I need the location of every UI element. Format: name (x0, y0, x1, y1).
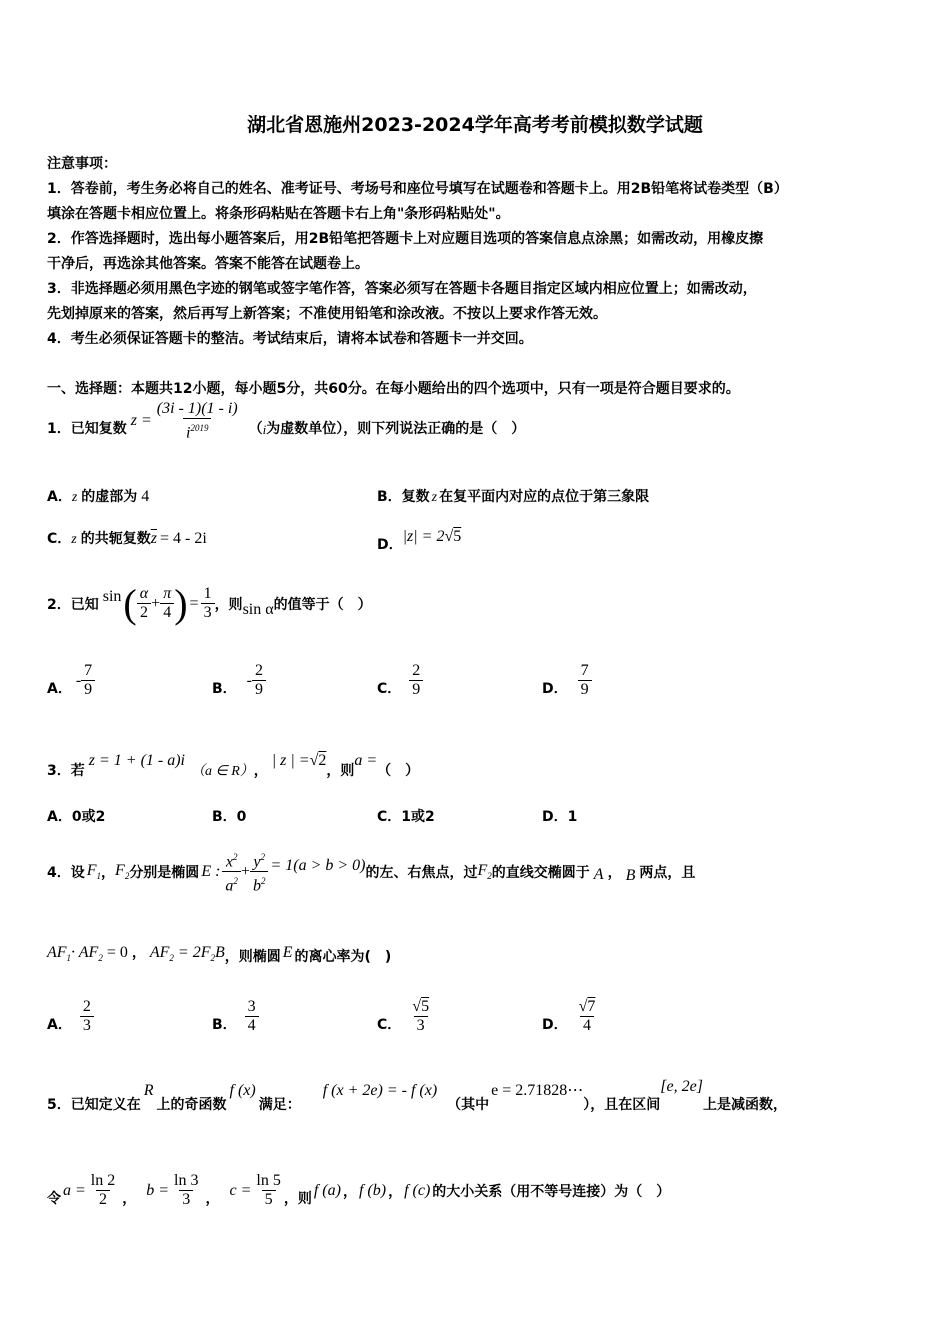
q5-satisfy: 满足： (258, 1097, 301, 1113)
q4-cond1-eq: = 0 (106, 944, 128, 961)
notice-heading: 注意事项： (47, 156, 117, 172)
q5-a-num: ln 2 (90, 1172, 116, 1189)
q1-b-label: B．复数 (377, 489, 430, 505)
q4-option-a[interactable] (47, 998, 94, 1035)
q5-e-val: e = 2.71828⋯ (491, 1082, 584, 1099)
q4-c-den: 3 (414, 1016, 428, 1035)
q1-z-eq: z = (130, 412, 152, 430)
q4-f1-sub: 1 (96, 871, 102, 882)
q3-option-c[interactable]: C．1或2 (377, 809, 435, 825)
q1-a-text: 的虚部为 (81, 489, 138, 505)
q2-frac-third (201, 585, 215, 622)
q4-cond2-b: B (214, 944, 225, 961)
notice-line-2b: 干净后，再选涂其他答案。答案不能答在试题卷上。 (47, 256, 369, 272)
q4-x2: $x^2$ (225, 852, 238, 871)
q2-option-a[interactable] (47, 662, 95, 699)
q5-a: a = (63, 1181, 86, 1199)
q5-b-frac (171, 1172, 201, 1209)
q2-four: 4 (160, 603, 174, 622)
q3-cond: （a ∈ R） (191, 764, 254, 779)
q4-f2b (478, 862, 492, 881)
q2-option-d[interactable] (542, 662, 592, 699)
question-2 (47, 580, 372, 627)
q5-comma-4: ， (388, 1183, 403, 1200)
q5-fa: f (a) (313, 1181, 341, 1199)
page-title: 湖北省恩施州2023-2024学年高考考前模拟数学试题 (247, 114, 703, 136)
q2-suffix: 的值等于（ ） (273, 596, 372, 613)
question-3 (47, 750, 420, 779)
q4-option-c[interactable] (377, 998, 432, 1035)
q2-option-c[interactable] (377, 662, 423, 699)
q5-a-frac (88, 1172, 118, 1209)
q2-prefix: 2．已知 (47, 596, 99, 613)
q3-option-a[interactable]: A．0或2 (47, 809, 106, 825)
question-1 (47, 400, 525, 442)
q2-sina: sin α (242, 600, 274, 618)
q1-den (183, 418, 211, 442)
q1-fraction (154, 400, 241, 442)
q4-f1-letter: F (86, 862, 97, 880)
q4-b-den: 4 (245, 1016, 259, 1035)
q5-b-num: ln 3 (174, 1172, 199, 1189)
q4-d-label: D． (542, 1016, 568, 1033)
q4-sep2: ， (607, 864, 622, 881)
q5-c: c = (229, 1181, 252, 1199)
q2-frac-pi (160, 585, 174, 622)
q2-then: ，则 (214, 596, 243, 613)
notice-line-1: 1．答卷前，考生务必将自己的姓名、准考证号、考场号和座位号填写在试题卷和答题卡上。用2B铅笔将试卷类型（B） (47, 181, 788, 197)
q1-d-expr: |z| = 2 (402, 528, 445, 545)
q1-note-pre: （ (248, 421, 263, 438)
q4-d-num: √7 (578, 998, 596, 1015)
q4-frac-x (222, 848, 241, 896)
q4-frac-y (250, 848, 269, 896)
q5-let: 令 (47, 1190, 61, 1207)
q1-c-expr: $\overline{z}$ (150, 530, 157, 547)
q2-a-num: 7 (84, 662, 93, 679)
q3-sqrt-sign: √ (309, 752, 319, 769)
notice-line-4: 4．考生必须保证答题卡的整洁。考试结束后，请将本试卷和答题卡一并交回。 (47, 331, 533, 347)
q4-a-num: 2 (82, 998, 91, 1015)
q1-c-label: C． (47, 531, 72, 547)
q4-sep: ， (101, 864, 116, 881)
q2-eq: = (189, 594, 199, 612)
q4-d-sqrt: 7 (587, 998, 596, 1015)
q2-pi: π (163, 585, 172, 602)
q5-eq: f (x + 2e) = - f (x) (322, 1082, 438, 1099)
q1-b-text: 在复平面内对应的点位于第三象限 (439, 489, 650, 505)
q4-cond-sep: ， (131, 945, 146, 961)
q5-tail: 上是减函数， (702, 1097, 787, 1113)
q2-a-sign: - (75, 671, 82, 689)
q1-num: (3i - 1)(1 - i) (156, 400, 238, 417)
q4-then: ，则椭圆 (224, 949, 281, 965)
q4-f2b-letter: F (477, 862, 488, 880)
q2-lparen: ( (123, 581, 137, 626)
q4-f1 (87, 862, 101, 881)
q4-rest: = 1(a > b > 0) (270, 856, 366, 874)
q4-point-b: B (625, 866, 636, 884)
q5-comma-3: ， (342, 1183, 357, 1200)
notice-line-3: 3．非选择题必须用黑色字迹的钢笔或签字笔作答，答案必须写在答题卡各题目指定区域内相应位置上；如需改动， (47, 281, 757, 297)
section-heading: 一、选择题：本题共12小题，每小题5分，共60分。在每小题给出的四个选项中，只有一项是符合题目要求的。 (47, 381, 740, 397)
q3-then: ，则 (326, 763, 355, 779)
q4-f2b-sub: 2 (487, 871, 492, 882)
q4-x2-letter: x (225, 853, 233, 871)
q1-option-a[interactable] (47, 486, 149, 506)
q3-expr: z = 1 + (1 - a)i (88, 752, 185, 769)
q2-two: 2 (137, 603, 151, 622)
q4-a-label: A． (47, 1016, 72, 1033)
q2-d-num: 7 (580, 662, 589, 679)
q1-c-val: = 4 - 2i (159, 530, 207, 547)
q4-after: 的左、右焦点，过 (365, 864, 478, 881)
q2-one: 1 (203, 585, 212, 602)
q1-note-i: i (262, 422, 267, 438)
q2-sin: sin (102, 587, 122, 605)
q4-a2: $a^2$ (222, 871, 241, 895)
question-5 (47, 1078, 787, 1113)
q5-comma-1: ， (122, 1190, 137, 1207)
q1-c-z: z (71, 532, 77, 547)
q4-c-label: C． (377, 1016, 402, 1033)
q4-b2-letter: b (252, 877, 261, 895)
q5-then: ，则 (283, 1190, 312, 1207)
q4-e: E : (201, 862, 221, 880)
q1-note-post: 为虚数单位），则下列说法正确的是（ ） (266, 421, 526, 438)
q4-prefix: 4．设 (47, 864, 85, 881)
q5-comma-2: ， (205, 1190, 220, 1207)
q5-interval: [e, 2e] (660, 1078, 703, 1095)
q4-e-letter: E (282, 944, 293, 961)
q4-cond1-af: AF (47, 944, 67, 961)
q5-paren-end: ），且在区间 (583, 1097, 661, 1113)
q4-mid: 分别是椭圆 (129, 864, 200, 881)
q4-f2-letter: F (115, 862, 125, 880)
q1-d-sqrt-sign: √ (444, 528, 454, 545)
q2-alpha: α (139, 585, 149, 602)
q4-c-num: √5 (412, 998, 430, 1015)
q4-plus: + (240, 862, 250, 880)
q4-f2-sub: 2 (124, 871, 130, 882)
q4-cond2: $AF_2 = 2F_2B$ (149, 944, 225, 964)
q1-option-c[interactable] (47, 528, 207, 548)
q1-a-val: 4 (141, 488, 150, 505)
q5-b: b = (146, 1181, 170, 1199)
q2-frac-alpha (137, 585, 151, 622)
q4-f2 (115, 862, 129, 881)
q4-b-frac (245, 998, 259, 1035)
q4-condition (47, 942, 391, 963)
q3-option-b[interactable]: B．0 (212, 809, 247, 825)
q2-b-num: 2 (255, 662, 263, 679)
q5-c-num: ln 5 (256, 1172, 281, 1189)
q1-den-base: i (185, 424, 191, 442)
q2-b-sign: - (246, 671, 252, 689)
q2-d-frac (578, 662, 592, 699)
q3-comma: ， (253, 763, 268, 779)
q4-cond2-af: AF (149, 944, 170, 961)
q2-a-frac (81, 662, 95, 699)
q4-option-d[interactable] (542, 998, 598, 1035)
q3-abs: | z | = (271, 752, 310, 769)
q2-c-label: C． (377, 680, 402, 697)
q4-cond1: $AF_1\cdot AF_2 = 0$ (47, 944, 128, 964)
q2-a-label: A． (47, 680, 72, 697)
notice-line-2: 2．作答选择题时，选出每小题答案后，用2B铅笔把答题卡上对应题目选项的答案信息点涂黑；如需改动，用橡皮擦 (47, 231, 764, 247)
q1-d-label: D． (377, 537, 403, 553)
q3-sqrt-val: 2 (318, 752, 327, 769)
q5-paren: （其中 (447, 1097, 490, 1113)
q4-d-frac (576, 998, 599, 1035)
q1-d-sqrt-val: 5 (453, 528, 462, 545)
q1-a-z: z (71, 490, 78, 505)
q5-prefix: 5．已知定义在 (47, 1097, 141, 1113)
q4-b-label: B． (212, 1016, 237, 1033)
q4-b-num: 3 (247, 998, 256, 1015)
q5-suffix: 的大小关系（用不等号连接）为（ ） (432, 1183, 671, 1200)
q4-cond2-eq: = 2F (177, 944, 211, 961)
q2-option-b[interactable] (212, 662, 266, 699)
q4-option-b[interactable] (212, 998, 259, 1035)
q1-prefix: 1．已知复数 (47, 421, 127, 438)
q4-y2-letter: y (253, 853, 261, 871)
q4-tail: 两点，且 (639, 864, 696, 881)
q5-fb: f (b) (358, 1181, 387, 1199)
q2-b-den: 9 (252, 680, 266, 699)
q2-a-den: 9 (81, 680, 95, 699)
q4-c-sqrt: 5 (421, 998, 430, 1015)
q1-option-b[interactable] (377, 486, 649, 506)
q2-plus: + (151, 594, 161, 612)
q1-b-z: z (431, 490, 438, 505)
q2-d-label: D． (542, 680, 568, 697)
q3-option-d[interactable]: D．1 (542, 809, 578, 825)
q5-line2 (47, 1172, 670, 1209)
q2-b-frac (252, 662, 266, 699)
q2-d-den: 9 (578, 680, 592, 699)
q5-a-den: 2 (96, 1190, 110, 1209)
q5-fc: f (c) (404, 1181, 431, 1199)
q1-option-d[interactable] (377, 526, 462, 553)
q4-after2: 的直线交椭圆于 (491, 864, 590, 881)
q2-rparen: ) (174, 581, 188, 626)
q1-c-text: 的共轭复数 (80, 531, 151, 547)
q4-a-den: 3 (80, 1016, 94, 1035)
q3-a-eq: a = (354, 752, 378, 769)
q4-d-den: 4 (580, 1016, 594, 1035)
q5-c-frac (253, 1172, 283, 1209)
q4-b2: $b^2$ (250, 871, 269, 895)
question-4 (47, 848, 695, 896)
q4-a-frac (80, 998, 94, 1035)
q3-suffix: （ ） (377, 763, 420, 779)
q1-den-exp: 2019 (190, 423, 209, 433)
q2-three: 3 (201, 603, 215, 622)
q3-prefix: 3．若 (47, 763, 85, 779)
q4-cond1-dot: · AF (71, 944, 99, 961)
q5-mid: 上的奇函数 (156, 1097, 227, 1113)
q4-point-a: A (593, 865, 604, 883)
q5-r: R (143, 1082, 154, 1099)
notice-line-3b: 先划掉原来的答案，然后再写上新答案；不准使用铅笔和涂改液。不按以上要求作答无效。 (47, 306, 607, 322)
notice-line-1b: 填涂在答题卡相应位置上。将条形码粘贴在答题卡右上角"条形码粘贴处"。 (47, 206, 510, 222)
q5-c-den: 5 (262, 1190, 276, 1209)
q4-y2: $y^2$ (253, 852, 265, 871)
q5-fx: f (x) (229, 1082, 256, 1099)
q2-c-frac (409, 662, 423, 699)
q4-a2-letter: a (225, 877, 234, 895)
q5-b-den: 3 (179, 1190, 193, 1209)
q1-a-label: A． (47, 489, 72, 505)
q2-c-num: 2 (412, 662, 421, 679)
q4-suffix: 的离心率为( ) (294, 949, 392, 965)
q4-c-frac (409, 998, 432, 1035)
q2-b-label: B． (212, 680, 237, 697)
q2-c-den: 9 (409, 680, 423, 699)
